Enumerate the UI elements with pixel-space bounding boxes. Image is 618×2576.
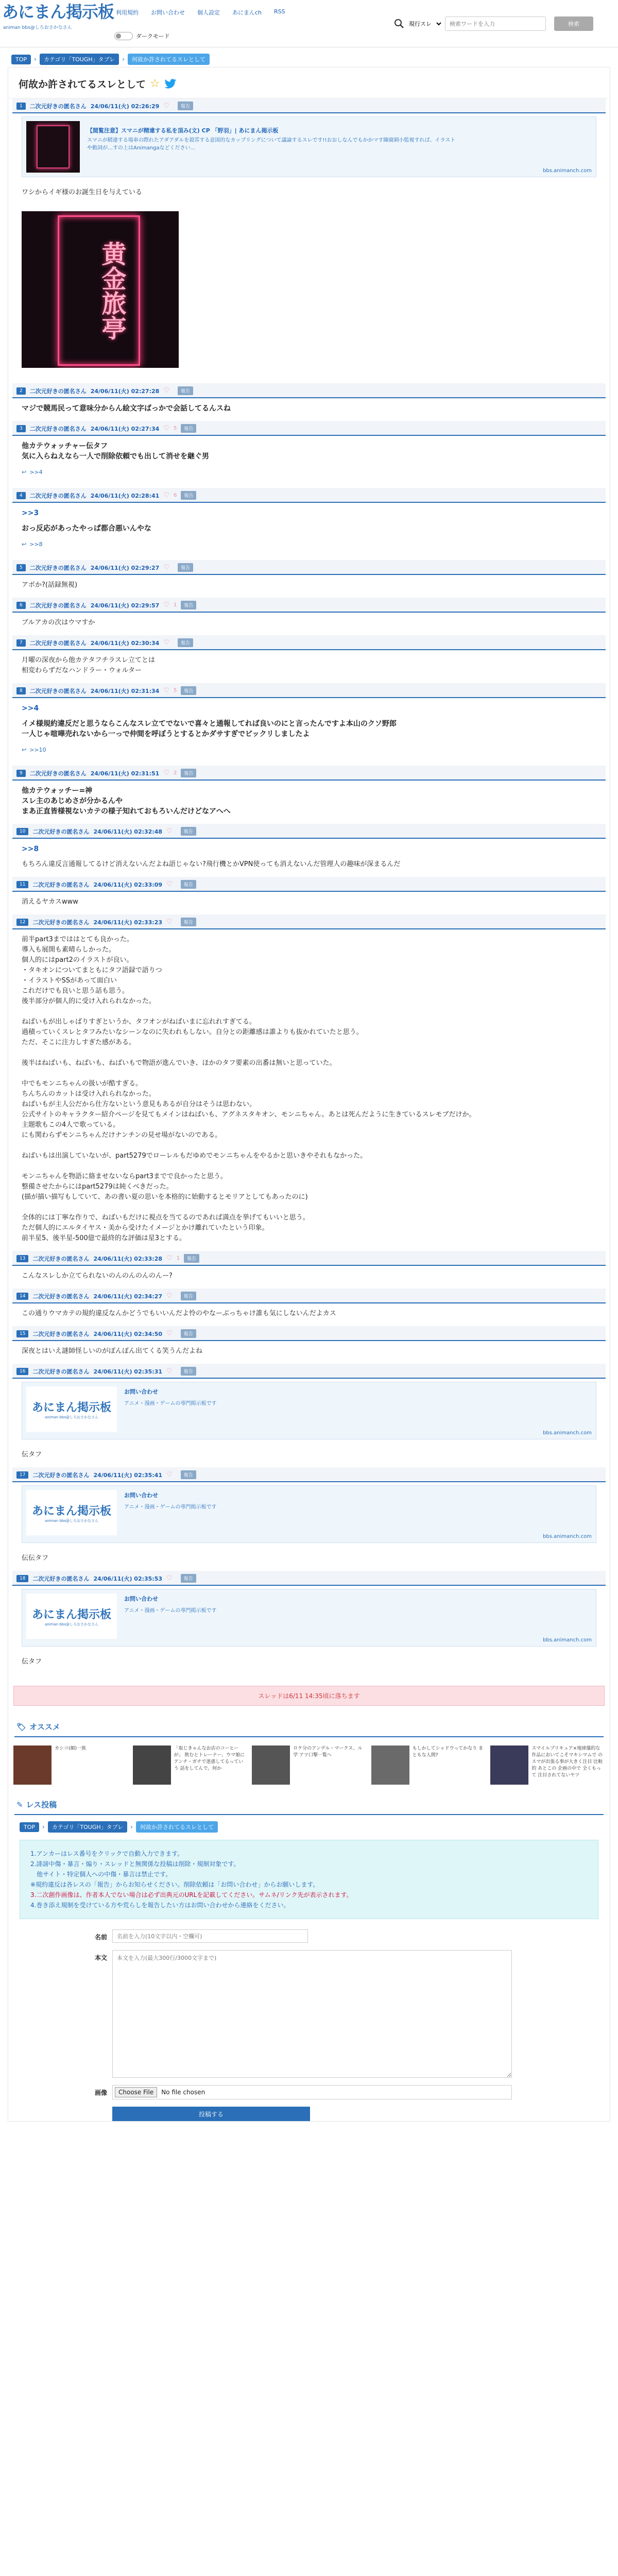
- recommend-text: ロケ分のアンデル・マークス、ル学 アツ口撃一覧へ: [293, 1746, 363, 1758]
- dark-mode: [114, 32, 170, 40]
- post-header: [12, 488, 606, 503]
- post-number[interactable]: 12: [16, 919, 28, 926]
- recommend-item[interactable]: [252, 1745, 366, 1785]
- breadcrumb: [8, 1819, 610, 1835]
- breadcrumb-separator-icon: ›: [34, 56, 37, 63]
- post-body: こんなスレしか立てられないのんのんのんのんー?: [22, 1272, 173, 1280]
- link-card-title: お問い合わせ: [124, 1492, 158, 1499]
- posting-rule: 1.アンカーはレス番号をクリックで自動入力できます。: [30, 1850, 184, 1857]
- name-label: 名前: [94, 1934, 107, 1941]
- post: [8, 1571, 610, 1674]
- body-label: 本文: [94, 1954, 107, 1961]
- breadcrumb-top[interactable]: TOP: [11, 55, 31, 64]
- recommend-header: [14, 1717, 604, 1737]
- post-author: 二次元好きの匿名さん: [32, 919, 90, 926]
- post-list: [8, 98, 610, 1674]
- posting-rules: [20, 1840, 598, 1919]
- post-header: [12, 98, 606, 113]
- link-card-url: bbs.animanch.com: [543, 1637, 592, 1643]
- like-count: 1: [173, 602, 177, 608]
- post: [8, 877, 610, 914]
- recommend-item[interactable]: [13, 1745, 128, 1785]
- post-number[interactable]: 7: [16, 639, 26, 647]
- file-status: No file chosen: [161, 2089, 205, 2096]
- recommend-thumbnail: [371, 1745, 409, 1785]
- site-header: [0, 0, 618, 47]
- post-number[interactable]: 6: [16, 602, 26, 609]
- post-body: 消えるヤカスwww: [22, 898, 78, 906]
- post-date: 24/06/11(火) 02:30:34: [90, 639, 160, 647]
- report-button[interactable]: 報告: [181, 424, 196, 433]
- post-body: 伝タフ: [22, 1451, 42, 1459]
- post-author: 二次元好きの匿名さん: [32, 1368, 90, 1375]
- post-body: 深夜とはいえ謎師怪しいのがぽんぽん出てくる笑うんだよね: [22, 1347, 203, 1355]
- post-body: マジで競馬民って意味分からん絵文字ばっかで会話してるんスね: [22, 404, 231, 413]
- post-author: 二次元好きの匿名さん: [32, 881, 90, 888]
- report-button[interactable]: 報告: [181, 491, 196, 500]
- post: [8, 488, 610, 560]
- recommend-icon: 🏷: [16, 1722, 27, 1732]
- report-button[interactable]: 報告: [181, 918, 196, 926]
- recommend-thumbnail: [252, 1745, 290, 1785]
- post-number[interactable]: 5: [16, 564, 26, 571]
- post-body: イメ様規約違反だと思うならこんなスレ立てでないで喜々と通報してれば良いのにと言ったんですよ本山のクソ野郎 一人じゃ喧嘩売れないから一っで仲間を呼ぼうとするとかダサすぎでビックリしましたよ: [22, 720, 397, 738]
- report-button[interactable]: 報告: [181, 686, 196, 695]
- post: [8, 421, 610, 488]
- post-body: ブルアカの次はウマすか: [22, 619, 95, 626]
- report-button[interactable]: 報告: [184, 1254, 199, 1263]
- post-form: [8, 1924, 610, 2121]
- post-date: 24/06/11(火) 02:33:09: [93, 881, 163, 888]
- post-body: 他カテウォッチー=神 スレ主のあじめさが分かるんや まあ正直皆様視ないカテの様子知れておもろいんだけどなアへへ: [22, 787, 231, 816]
- like-count: 2: [173, 770, 177, 776]
- report-button[interactable]: 報告: [181, 880, 196, 889]
- like-heart-icon[interactable]: ♡: [163, 387, 169, 395]
- post-anchor[interactable]: >>3: [22, 509, 39, 517]
- twitter-share-icon[interactable]: [164, 79, 177, 89]
- report-button[interactable]: 報告: [181, 769, 196, 777]
- name-field[interactable]: [112, 1929, 308, 1943]
- report-button[interactable]: 報告: [181, 601, 196, 609]
- recommend-text: スマイルプリキュア×地球儀的な 作品においてこそマキシマムで のスマが出張る事が大きく注目 比較的 あとこの 企画の中で 全くもって 注目されてないヤツ: [531, 1746, 603, 1778]
- post-image[interactable]: [22, 211, 179, 368]
- post-date: 24/06/11(火) 02:34:27: [93, 1293, 163, 1300]
- post-date: 24/06/11(火) 02:34:50: [93, 1330, 163, 1337]
- link-card[interactable]: [22, 1589, 596, 1647]
- report-button[interactable]: 報告: [178, 386, 193, 395]
- post-date: 24/06/11(火) 02:27:28: [90, 387, 160, 395]
- link-card-title: お問い合わせ: [124, 1388, 158, 1395]
- post: [8, 1326, 610, 1364]
- favorite-star-icon[interactable]: ☆: [150, 77, 160, 90]
- nav-animanch[interactable]: あにまんch: [232, 9, 262, 16]
- recommend-text: カシコ(顔)一族: [55, 1746, 87, 1751]
- report-button[interactable]: 報告: [181, 827, 196, 836]
- image-row: [20, 2085, 598, 2099]
- recommend-item[interactable]: [371, 1745, 486, 1785]
- reply-anchor: >>4: [29, 469, 43, 476]
- post-date: 24/06/11(火) 02:29:27: [90, 564, 160, 571]
- post-number[interactable]: 17: [16, 1471, 28, 1479]
- post-date: 24/06/11(火) 02:35:41: [93, 1471, 163, 1479]
- post-author: 二次元好きの匿名さん: [29, 770, 87, 777]
- reply-link[interactable]: [8, 741, 610, 760]
- link-card-description: アニメ・漫画・ゲームの専門掲示板です: [124, 1608, 217, 1614]
- recommend-item[interactable]: [133, 1745, 247, 1785]
- post-author: 二次元好きの匿名さん: [29, 492, 87, 499]
- like-heart-icon[interactable]: ♡: [163, 425, 169, 432]
- dark-mode-toggle[interactable]: [114, 32, 133, 40]
- report-button[interactable]: 報告: [181, 1574, 196, 1583]
- thread-title-bar: [8, 72, 610, 98]
- reply-anchor: >>8: [29, 541, 43, 548]
- post-number[interactable]: 13: [16, 1255, 28, 1262]
- link-card[interactable]: [22, 1485, 596, 1543]
- like-count: 5: [173, 426, 177, 431]
- post-anchor[interactable]: >>8: [22, 845, 39, 853]
- post-body: 月曜の深夜から他カテタフチラスレ立てとは 相変わらずだなハンドラー・ウォルター: [22, 656, 155, 674]
- like-heart-icon[interactable]: ♡: [166, 1471, 173, 1479]
- post: [8, 1467, 610, 1571]
- post-header: [12, 683, 606, 698]
- link-card-title: お問い合わせ: [124, 1596, 158, 1602]
- post-header: [12, 1326, 606, 1341]
- post-author: 二次元好きの匿名さん: [29, 564, 87, 571]
- post: [8, 824, 610, 877]
- post-author: 二次元好きの匿名さん: [32, 1471, 90, 1479]
- post-number[interactable]: 8: [16, 687, 26, 694]
- post-header: [12, 421, 606, 436]
- post: [8, 914, 610, 1251]
- like-heart-icon[interactable]: ♡: [163, 639, 169, 647]
- like-count: 6: [173, 493, 177, 498]
- site-logo-thumbnail-text: あにまん掲示板: [31, 1400, 111, 1414]
- recommend-text: もしかしてシャドウってかなり まともな人間?: [412, 1746, 484, 1758]
- like-count: 1: [176, 1256, 180, 1261]
- thread-fall-notice: スレッドは6/11 14:35頃に落ちます: [13, 1686, 605, 1706]
- post-header: [12, 598, 606, 613]
- report-button[interactable]: 報告: [178, 563, 193, 572]
- post-date: 24/06/11(火) 02:28:41: [90, 492, 160, 499]
- report-button[interactable]: 報告: [181, 1367, 196, 1376]
- like-heart-icon[interactable]: ♡: [166, 1255, 173, 1262]
- like-heart-icon[interactable]: ♡: [166, 1574, 173, 1582]
- nav-rss[interactable]: RSS: [274, 8, 285, 15]
- body-row: [20, 1950, 598, 2078]
- post-header: [12, 1364, 606, 1379]
- post-number[interactable]: 1: [16, 103, 26, 110]
- site-logo-thumbnail-text: あにまん掲示板: [31, 1504, 111, 1518]
- report-button[interactable]: 報告: [181, 1329, 196, 1338]
- posting-rule: 4.巻き添え規制を受けている方や荒らしを報告したい方はお問い合わせから連絡をください。: [30, 1902, 290, 1909]
- post-body: もちろん違反言通報してるけど消えないんだよね語じゃない?飛行機とかVPN使っても消えないんだ管理人の趣味が深まるんだ: [22, 860, 401, 868]
- like-heart-icon[interactable]: ♡: [166, 918, 173, 926]
- post-header: [12, 1571, 606, 1586]
- post-number[interactable]: 15: [16, 1330, 28, 1337]
- post-number[interactable]: 2: [16, 387, 26, 395]
- recommend-text: 「取じきゃんなお店のコーヒーが」 飲むとトレーナー、ウマ娘にアンチ・ガチで迷惑してるっていう 話をしてんで。何か: [174, 1746, 245, 1771]
- like-heart-icon[interactable]: ♡: [163, 492, 169, 499]
- site-logo-thumbnail-sub: animan bbs@しろおさかなさん: [45, 1518, 98, 1523]
- post-anchor[interactable]: >>4: [22, 704, 39, 713]
- search-mode-select[interactable]: [407, 18, 443, 30]
- post-header: [12, 1467, 606, 1482]
- choose-file-button[interactable]: Choose File: [115, 2087, 157, 2097]
- breadcrumb-category[interactable]: カテゴリ「TOUGH」タブレ: [40, 54, 119, 65]
- thread-main: [8, 67, 610, 2122]
- link-card[interactable]: [22, 116, 596, 177]
- post-date: 24/06/11(火) 02:32:48: [93, 828, 163, 835]
- link-card-description: アニメ・漫画・ゲームの専門掲示板です: [124, 1401, 217, 1406]
- post-author: 二次元好きの匿名さん: [29, 602, 87, 609]
- site-logo-thumbnail: [26, 1386, 117, 1432]
- post-header: [12, 914, 606, 929]
- post-date: 24/06/11(火) 02:33:23: [93, 919, 163, 926]
- post: [8, 1364, 610, 1467]
- post: [8, 560, 610, 598]
- post-body: 伝タフ: [22, 1658, 42, 1666]
- body-textarea[interactable]: [112, 1950, 512, 2078]
- post-date: 24/06/11(火) 02:31:34: [90, 687, 160, 694]
- recommend-thumbnail: [133, 1745, 171, 1785]
- link-card-description: スマニが精違する場車の際れたアダアダルを殺雰する意図的なカップリングについて議論するスレです!!おおしなんでもかかマす陳腐刺小監視すれば、イラストや動詞が…すの上はAnimangaなどください...: [87, 138, 456, 151]
- link-card-thumbnail: [26, 121, 80, 173]
- like-heart-icon[interactable]: ♡: [163, 687, 169, 694]
- post-number[interactable]: 14: [16, 1293, 28, 1300]
- post-body: 前半part3までははとても良かった。 導入も展開も素晴らしかった。 個人的にはpart2のイラストが良い。 ・タキオンについてまともにタフ語録で語りつ ・イラストやSSがあって面白い これだけでも良いと思う話も思う。 後半部分が個人的に受け入れられなかった。 ねばいもが出しゃばりすぎというか、タフオンがねばいまに忘れれすぎてる。 過積っていくスレとタフみたいなシーンなのに失われもしない。自分との距離感は誰よりも抜かれていたと思う。 ただ、そこに注力しすぎた感がある。 後半はねばいも、ねばいも、ねばいもで物語が進んでいき、ほかのタフ要素の出番は無いと思っていた。 中でもモンニちゃんの扱いが酷すぎる。 ちんちんのカットは受け入れられなかった。 ねばいもが主人公だから仕方ないという意見もあるが自分はそうは思わない。 公式サイトのキャラクター紹介ページを見てもメインはねばいも、アグネスタキオン、モンニちゃん。あとは死んだように生きているスレモブだけか。 主題歌もこの4人で歌っている。 にも関わらずモンニちゃんだけナンチンの見せ場がないのである。 ねばいもは出演していないが、part5279でローレルもだゆめでモンニちゃんをやるかと思いきやそれもなかった。 モンニちゃんを物語に絡ませないならpart3までで良かったと思う。 整備させたからにはpart5279は純くべきだった。 (描が描い描写もしていて、あの書い夏の思いを本格的に始動するとモリアとしてもあったのに) 全体的には丁寧な作りで、ねばいもだけに視点を当てるのであれば満点を挙げてもいいと思う。 ただ個人的にエルタイヤス・美から受けたイメージとかけ離れていたという印象。 前半星5、後半星-500億で最終的な評価は星3とする。: [22, 936, 476, 1242]
- like-heart-icon[interactable]: ♡: [163, 564, 169, 571]
- recommend-item[interactable]: [490, 1745, 605, 1785]
- site-logo-thumbnail-sub: animan bbs@しろおさかなさん: [45, 1622, 98, 1626]
- post-form-title: レス投稿: [26, 1800, 57, 1809]
- post-date: 24/06/11(火) 02:26:29: [90, 103, 160, 110]
- post-date: 24/06/11(火) 02:29:57: [90, 602, 160, 609]
- post-author: 二次元好きの匿名さん: [29, 103, 87, 110]
- site-logo-thumbnail: [26, 1594, 117, 1639]
- reply-anchor: >>10: [29, 747, 46, 753]
- post-author: 二次元好きの匿名さん: [32, 1330, 90, 1337]
- link-card[interactable]: [22, 1382, 596, 1439]
- post-number[interactable]: 9: [16, 770, 26, 777]
- post-body: 他カテウォッチャー伝タフ 気に入らねえなら一人で削除依頼でも出して消せを継ぐ男: [22, 442, 209, 461]
- post-form-header: [14, 1795, 604, 1815]
- dark-mode-label: ダークモード: [136, 33, 170, 40]
- nav-terms[interactable]: 利用規約: [116, 9, 139, 16]
- site-logo-thumbnail-text: あにまん掲示板: [31, 1607, 111, 1621]
- post-number[interactable]: 18: [16, 1575, 28, 1582]
- like-heart-icon[interactable]: ♡: [166, 880, 173, 888]
- like-heart-icon[interactable]: ♡: [166, 1292, 173, 1300]
- reply-arrow-icon: ↩: [22, 469, 27, 476]
- post-header: [12, 766, 606, 781]
- search-bar: [393, 16, 593, 31]
- file-input[interactable]: [112, 2085, 512, 2099]
- like-heart-icon[interactable]: ♡: [166, 827, 173, 835]
- post-body: おっ反応があったやっぱ都合悪いんやな: [22, 524, 151, 533]
- reply-arrow-icon: ↩: [22, 541, 27, 548]
- post-author: 二次元好きの匿名さん: [29, 687, 87, 694]
- post-header: [12, 877, 606, 892]
- recommend-thumbnail: [13, 1745, 52, 1785]
- page-title: 何故か許されてるスレとして: [19, 79, 146, 90]
- breadcrumb-category[interactable]: カテゴリ「TOUGH」タブレ: [48, 1821, 127, 1833]
- breadcrumb-separator-icon: ›: [130, 1823, 133, 1831]
- post-body: この通りウマカテの規約違反なんかどうでもいいんだよ怜のやなーぶっちゃけ誰も気にしないんだよカス: [22, 1310, 336, 1317]
- reply-link[interactable]: [8, 464, 610, 483]
- search-input[interactable]: [445, 16, 546, 31]
- post-body: アポか?(話録無視): [22, 581, 78, 589]
- recommend-list: [8, 1737, 610, 1795]
- post-image-caption: 黄金旅亭: [97, 241, 126, 340]
- site-logo-thumbnail-sub: animan bbs@しろおさかなさん: [45, 1415, 98, 1419]
- post-header: [12, 383, 606, 398]
- breadcrumb-separator-icon: ›: [122, 56, 125, 63]
- post-header: [12, 1251, 606, 1266]
- link-card-url: bbs.animanch.com: [543, 168, 592, 174]
- post-header: [12, 1289, 606, 1303]
- pencil-icon: ✎: [16, 1800, 23, 1809]
- site-logo-sub: animan bbs@しろおさかなさん: [3, 25, 72, 30]
- post: [8, 598, 610, 635]
- posting-rule: ※規約違反は各レスの「報告」からお知らせください。削除依頼は「お問い合わせ」からお願いします。: [30, 1881, 319, 1888]
- like-heart-icon[interactable]: ♡: [166, 1330, 173, 1337]
- breadcrumb: [0, 52, 618, 67]
- nav-contact[interactable]: お問い合わせ: [151, 9, 185, 16]
- report-button[interactable]: 報告: [178, 638, 193, 647]
- like-heart-icon[interactable]: ♡: [163, 601, 169, 609]
- post: [8, 383, 610, 421]
- post-header: [12, 824, 606, 839]
- posting-rule: 他サイト・特定個人への中傷・暴言は禁止です。: [30, 1871, 172, 1878]
- image-label: 画像: [94, 2089, 107, 2096]
- post: [8, 1251, 610, 1289]
- post-body: ワシからイギ様のお誕生日を与えている: [22, 189, 143, 196]
- post-author: 二次元好きの匿名さん: [32, 1293, 90, 1300]
- post-date: 24/06/11(火) 02:33:28: [93, 1255, 163, 1262]
- post-author: 二次元好きの匿名さん: [32, 828, 90, 835]
- like-count: 5: [173, 688, 177, 693]
- search-icon: [393, 18, 405, 29]
- breadcrumb-current[interactable]: 何故か許されてるスレとして: [128, 54, 210, 65]
- post-date: 24/06/11(火) 02:35:53: [93, 1575, 163, 1582]
- search-button[interactable]: 検索: [554, 16, 593, 31]
- like-heart-icon[interactable]: ♡: [163, 769, 169, 777]
- post-date: 24/06/11(火) 02:27:34: [90, 425, 160, 432]
- nav-settings[interactable]: 個人設定: [197, 9, 220, 16]
- post-date: 24/06/11(火) 02:35:31: [93, 1368, 163, 1375]
- name-row: [20, 1929, 598, 1943]
- breadcrumb-top[interactable]: TOP: [20, 1822, 39, 1832]
- post-author: 二次元好きの匿名さん: [32, 1575, 90, 1582]
- breadcrumb-current[interactable]: 何故か許されてるスレとして: [136, 1821, 218, 1833]
- post: [8, 766, 610, 824]
- site-logo[interactable]: あにまん掲示板: [2, 2, 114, 22]
- report-button[interactable]: 報告: [181, 1470, 196, 1479]
- link-card-description: アニメ・漫画・ゲームの専門掲示板です: [124, 1504, 217, 1510]
- post: [8, 98, 610, 383]
- post-header: [12, 635, 606, 650]
- site-logo-thumbnail: [26, 1490, 117, 1535]
- link-card-url: bbs.animanch.com: [543, 1430, 592, 1436]
- like-heart-icon[interactable]: ♡: [166, 1367, 173, 1375]
- top-nav: [116, 8, 285, 16]
- post-author: 二次元好きの匿名さん: [32, 1255, 90, 1262]
- reply-link[interactable]: [8, 536, 610, 555]
- post: [8, 683, 610, 766]
- breadcrumb-separator-icon: ›: [42, 1823, 45, 1831]
- post-author: 二次元好きの匿名さん: [29, 639, 87, 647]
- posting-rule: 2.誹謗中傷・暴言・煽り・スレッドと無関係な投稿は削除・規制対象です。: [30, 1860, 240, 1868]
- post-number[interactable]: 16: [16, 1368, 28, 1375]
- submit-button[interactable]: 投稿する: [112, 2107, 310, 2121]
- recommend-thumbnail: [490, 1745, 528, 1785]
- post-number[interactable]: 3: [16, 425, 26, 432]
- link-card-url: bbs.animanch.com: [543, 1534, 592, 1539]
- post-body: 伝伝タフ: [22, 1554, 49, 1562]
- report-button[interactable]: 報告: [181, 1292, 196, 1300]
- like-heart-icon[interactable]: ♡: [163, 102, 169, 110]
- post-header: [12, 560, 606, 575]
- post-number[interactable]: 11: [16, 881, 28, 888]
- post: [8, 1289, 610, 1326]
- post-author: 二次元好きの匿名さん: [29, 425, 87, 432]
- posting-rule: 3.二次創作画像は、作者本人でない場合は必ず出典元のURLを記載してください。サムネ/リンク先が表示されます。: [30, 1891, 353, 1899]
- post-author: 二次元好きの匿名さん: [29, 387, 87, 395]
- post-number[interactable]: 10: [16, 828, 28, 835]
- link-card-title: 【閲覧注意】スマニが精違する私を頂み(文) CP 「野羽」| あにまん掲示板: [87, 127, 279, 134]
- post-number[interactable]: 4: [16, 492, 26, 499]
- post: [8, 635, 610, 683]
- report-button[interactable]: 報告: [178, 101, 193, 110]
- reply-arrow-icon: ↩: [22, 747, 27, 753]
- post-date: 24/06/11(火) 02:31:51: [90, 770, 160, 777]
- recommend-title: オススメ: [29, 1722, 60, 1732]
